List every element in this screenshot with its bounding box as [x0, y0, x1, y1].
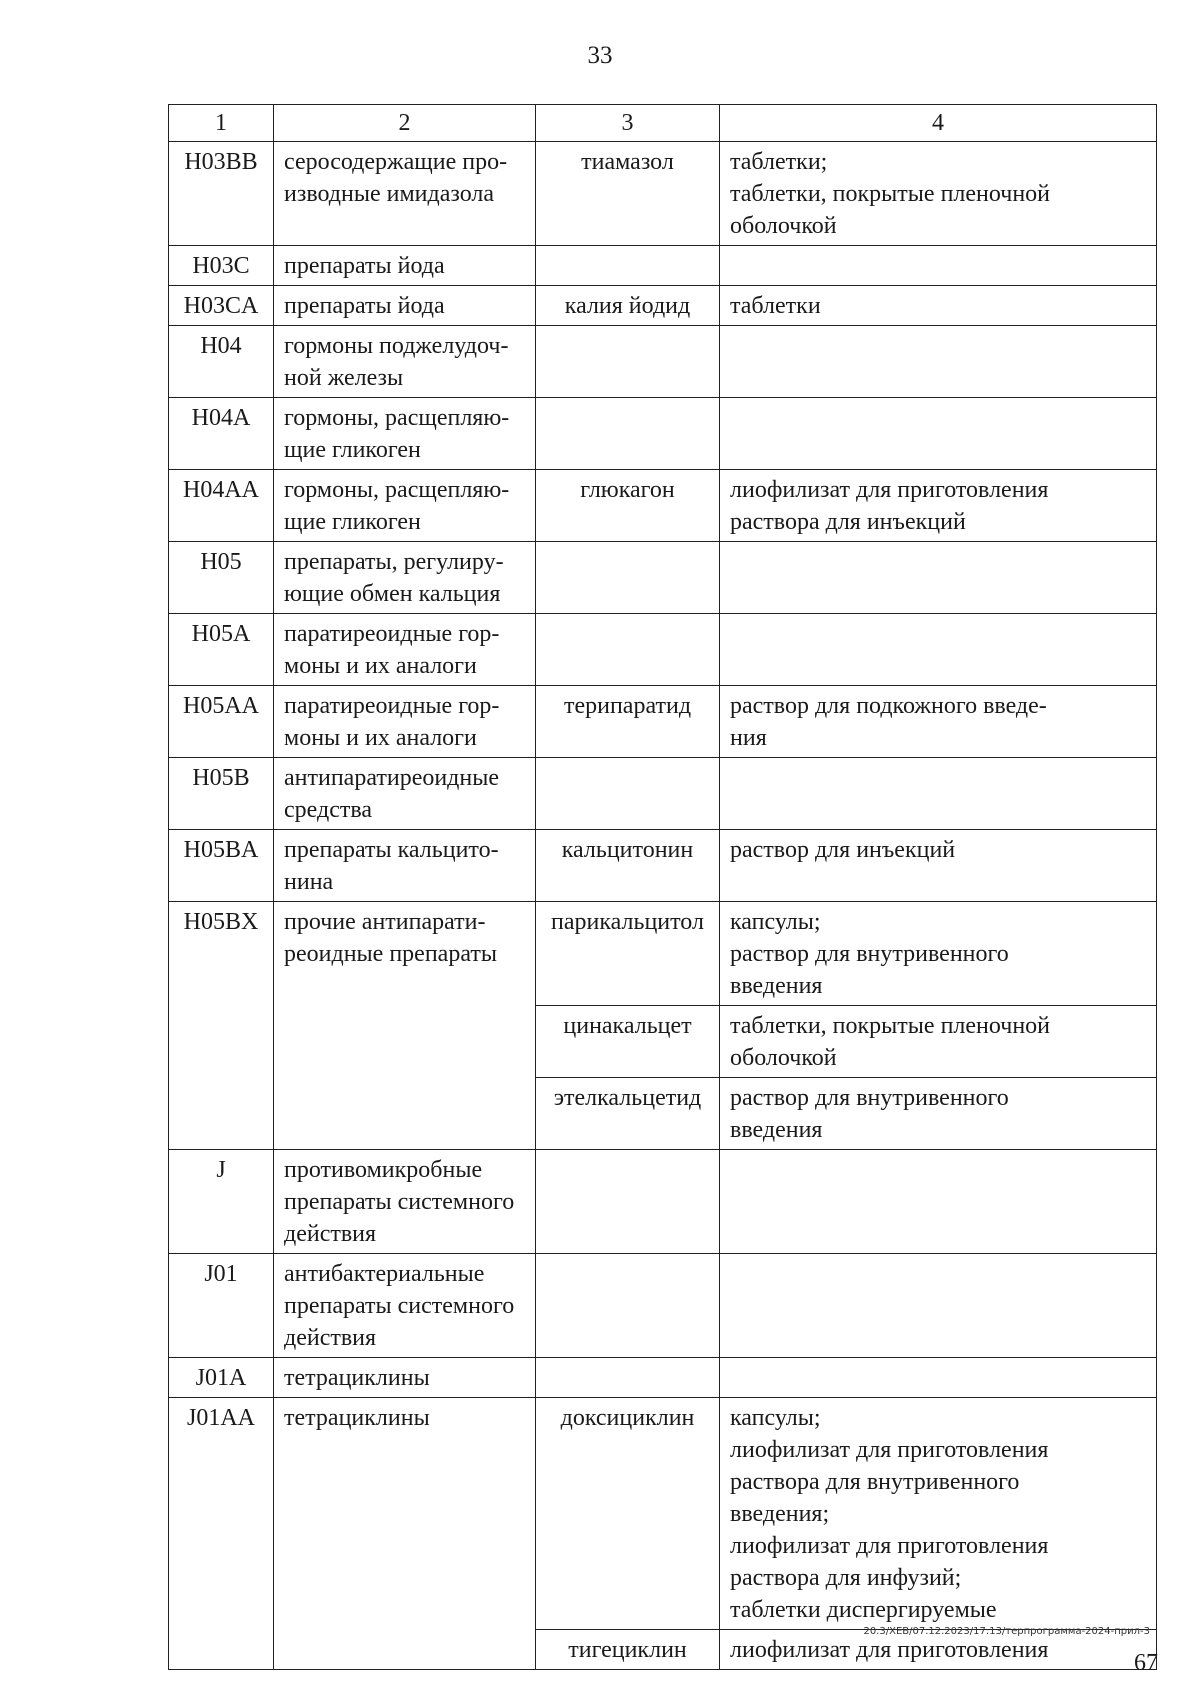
- dosage-form-cell: таблетки; таблетки, покрытые пленочной оболочкой: [720, 142, 1157, 246]
- dosage-form-cell: лиофилизат для приготовления раствора для инъекций: [720, 470, 1157, 542]
- drug-name-cell: доксициклин: [536, 1398, 720, 1630]
- table-row: [169, 542, 1157, 614]
- table-row: [169, 902, 1157, 1006]
- table-row: [169, 398, 1157, 470]
- group-name-cell: гормоны, расщепляю- щие гликоген: [274, 398, 536, 470]
- atc-code-cell: J01A: [169, 1358, 274, 1398]
- dosage-form-cell: раствор для подкожного введе- ния: [720, 686, 1157, 758]
- table-row: [169, 142, 1157, 246]
- drug-name-cell: цинакальцет: [536, 1006, 720, 1078]
- drug-name-cell: этелкальцетид: [536, 1078, 720, 1150]
- dosage-form-cell: [720, 1150, 1157, 1254]
- atc-code-cell: H04A: [169, 398, 274, 470]
- group-name-cell: препараты кальцито- нина: [274, 830, 536, 902]
- dosage-form-cell: таблетки, покрытые пленочной оболочкой: [720, 1006, 1157, 1078]
- drug-name-cell: кальцитонин: [536, 830, 720, 902]
- table-row: [169, 830, 1157, 902]
- drug-name-cell: [536, 246, 720, 286]
- group-name-cell: тетрациклины: [274, 1358, 536, 1398]
- table-row: [169, 1398, 1157, 1630]
- dosage-form-cell: [720, 326, 1157, 398]
- group-name-cell: прочие антипарати- реоидные препараты: [274, 902, 536, 1150]
- atc-code-cell: H03CA: [169, 286, 274, 326]
- drug-name-cell: [536, 1358, 720, 1398]
- header-col-4: 4: [720, 105, 1157, 142]
- drug-name-cell: терипаратид: [536, 686, 720, 758]
- atc-code-cell: H05AA: [169, 686, 274, 758]
- drug-name-cell: [536, 398, 720, 470]
- group-name-cell: антипаратиреоидные средства: [274, 758, 536, 830]
- drug-table: [168, 104, 1157, 1670]
- dosage-form-cell: капсулы; раствор для внутривенного введения: [720, 902, 1157, 1006]
- table-row: [169, 286, 1157, 326]
- drug-name-cell: глюкагон: [536, 470, 720, 542]
- atc-code-cell: J01: [169, 1254, 274, 1358]
- sheet-number: 67: [1134, 1650, 1158, 1676]
- drug-name-cell: [536, 1150, 720, 1254]
- group-name-cell: противомикробные препараты системного действия: [274, 1150, 536, 1254]
- drug-name-cell: калия йодид: [536, 286, 720, 326]
- atc-code-cell: H05A: [169, 614, 274, 686]
- atc-code-cell: H04AA: [169, 470, 274, 542]
- dosage-form-cell: таблетки: [720, 286, 1157, 326]
- table-header-row: [169, 105, 1157, 142]
- drug-name-cell: тиамазол: [536, 142, 720, 246]
- dosage-form-cell: [720, 1358, 1157, 1398]
- dosage-form-cell: [720, 614, 1157, 686]
- table-row: [169, 686, 1157, 758]
- atc-code-cell: H03C: [169, 246, 274, 286]
- atc-code-cell: H05BA: [169, 830, 274, 902]
- group-name-cell: препараты йода: [274, 286, 536, 326]
- dosage-form-cell: [720, 758, 1157, 830]
- atc-code-cell: H04: [169, 326, 274, 398]
- atc-code-cell: J: [169, 1150, 274, 1254]
- header-col-1: 1: [169, 105, 274, 142]
- table-row: [169, 246, 1157, 286]
- group-name-cell: препараты, регулиру- ющие обмен кальция: [274, 542, 536, 614]
- drug-name-cell: [536, 1254, 720, 1358]
- drug-name-cell: парикальцитол: [536, 902, 720, 1006]
- drug-name-cell: [536, 614, 720, 686]
- header-col-3: 3: [536, 105, 720, 142]
- drug-name-cell: [536, 542, 720, 614]
- document-code: 20.3/ХЕВ/07.12.2023/17:13/терпрограмма-2024-прил-3: [863, 1626, 1150, 1637]
- drug-name-cell: тигециклин: [536, 1630, 720, 1670]
- dosage-form-cell: лиофилизат для приготовления: [720, 1630, 1157, 1670]
- dosage-form-cell: [720, 246, 1157, 286]
- group-name-cell: гормоны поджелудоч- ной железы: [274, 326, 536, 398]
- group-name-cell: антибактериальные препараты системного действия: [274, 1254, 536, 1358]
- group-name-cell: тетрациклины: [274, 1398, 536, 1670]
- group-name-cell: паратиреоидные гор- моны и их аналоги: [274, 614, 536, 686]
- dosage-form-cell: раствор для внутривенного введения: [720, 1078, 1157, 1150]
- group-name-cell: серосодержащие про- изводные имидазола: [274, 142, 536, 246]
- atc-code-cell: H05BX: [169, 902, 274, 1150]
- table-row: [169, 758, 1157, 830]
- drug-name-cell: [536, 326, 720, 398]
- dosage-form-cell: капсулы; лиофилизат для приготовления раствора для внутривенного введения; лиофилизат для приготовления раствора для инфузий; таблетки диспергируемые: [720, 1398, 1157, 1630]
- dosage-form-cell: [720, 1254, 1157, 1358]
- group-name-cell: паратиреоидные гор- моны и их аналоги: [274, 686, 536, 758]
- page-number: 33: [587, 42, 613, 69]
- atc-code-cell: H03BB: [169, 142, 274, 246]
- group-name-cell: гормоны, расщепляю- щие гликоген: [274, 470, 536, 542]
- atc-code-cell: H05B: [169, 758, 274, 830]
- group-name-cell: препараты йода: [274, 246, 536, 286]
- drug-name-cell: [536, 758, 720, 830]
- dosage-form-cell: раствор для инъекций: [720, 830, 1157, 902]
- atc-code-cell: H05: [169, 542, 274, 614]
- table-row: [169, 614, 1157, 686]
- table-row: [169, 470, 1157, 542]
- atc-code-cell: J01AA: [169, 1398, 274, 1670]
- table-row: [169, 1254, 1157, 1358]
- dosage-form-cell: [720, 398, 1157, 470]
- table-row: [169, 1358, 1157, 1398]
- header-col-2: 2: [274, 105, 536, 142]
- table-row: [169, 1150, 1157, 1254]
- table-row: [169, 326, 1157, 398]
- dosage-form-cell: [720, 542, 1157, 614]
